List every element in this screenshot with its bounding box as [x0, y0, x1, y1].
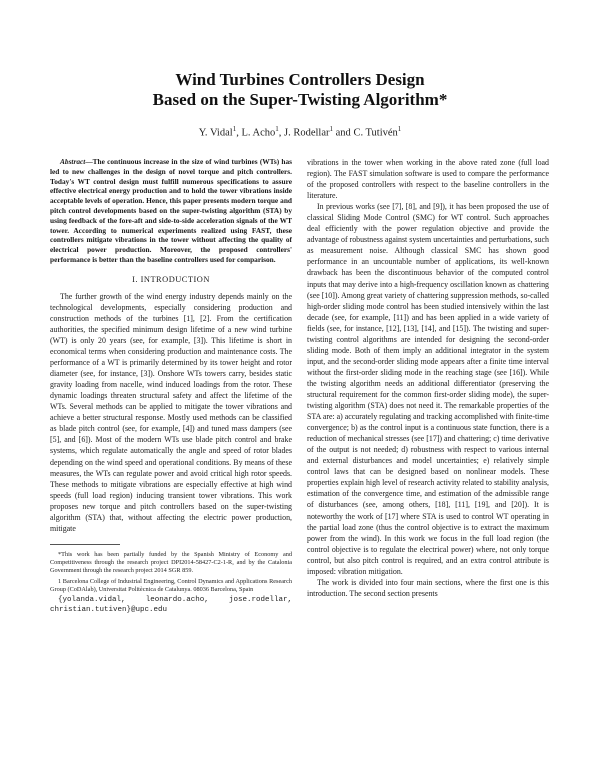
author-separator: and — [333, 127, 354, 139]
right-column — [307, 157, 549, 599]
author-affiliation-mark: 1 — [275, 125, 279, 133]
author-name: Y. Vidal — [198, 127, 233, 139]
footnote-funding: *This work has been partially funded by the Spanish Ministry of Economy and Competitiveness through the research project DPI2014-58427-C2-1-R, and by the Catalonia Government through the research project 2014 SGR 859. — [50, 550, 292, 575]
author-affiliation-mark: 1 — [232, 125, 237, 133]
author-affiliation-mark: 1 — [397, 125, 402, 133]
title-line-2: Based on the Super-Twisting Algorithm* — [152, 90, 448, 109]
author-separator: , — [236, 127, 242, 139]
author-affiliation-mark: 1 — [329, 125, 334, 133]
title-line-1: Wind Turbines Controllers Design — [175, 70, 425, 89]
footnote-affiliation: 1 Barcelona College of Industrial Engineering, Control Dynamics and Applications Research Group (CoDAlab), Universitat Politècnica de Catalunya. 08036 Barcelona, Spain — [50, 577, 292, 594]
abstract — [50, 157, 292, 265]
body-paragraph: In previous works (see [7], [8], and [9]), it has been proposed the use of classical Sliding Mode Control (SMC) for WT control. Such approaches deal efficiently with the power regulation objective and provide the advantage of robustness against system uncertainties and perturbations, such as measurement noise. Although classical SMC has shown good performance in an uncountable number of applications, its well-known drawback has been the discontinuous behavior of the computed control inputs that may derive into a high-frequency oscillation known as chattering (see [10]). Among great variety of chattering suppression methods, so-called high-order sliding mode control has been studied intensively within the last decade (see, for example, [11]) and has been applied in a wide variety of fields (see, for instance, [12], [13], [14], and [15]). The twisting and super-twisting control algorithms are intended for designing the second-order sliding mode. Both of them imply an additional integrator in the system input, and the second-order sliding mode appears after a finite time interval without the first-order sliding mode in the reaching stage (see [16]). While the twisting algorithm needs an additional differentiator (preserving the structural requirement for the common first-order sliding mode), the super-twisting algorithm (STA) does not need it. The remarkable properties of the STA are: a) accurately regulating and tracking accomplished with finite-time convergence; b) as the control input is a continuous state function, there is a reduction of mechanical stresses (see [17]) and chattering; c) time derivative of the output is not needed; d) robustness with respect to various internal and external disturbances and model uncertainties; e) relatively simple control laws that can be designed based on nonlinear models. These properties explain high level of research activity related to stability analysis, estimation of the convergence time, and estimation of the admissible range of disturbances (see, among others, [18], [11], [19], and [20]). It is noteworthy the work of [17] where STA is used to control WT operating in the partial load zone (thus the control objective is to extract the maximum power from the wind). In this work we focus in the full load region (the control objective is to regulate the electrical power) where, not only torque control, but also pitch control is required, and an extra control attribute is imposed: vibration mitigation. — [307, 202, 549, 576]
body-paragraph: The work is divided into four main sections, where the first one is this introduction. The second section presents — [307, 577, 549, 598]
section-heading-introduction: I. INTRODUCTION — [132, 274, 210, 284]
footnotes — [50, 551, 292, 615]
footnote-divider — [50, 544, 120, 545]
paper-title — [0, 70, 600, 110]
author-name: C. Tutivén — [353, 127, 398, 139]
author-list — [0, 125, 600, 139]
footnote-emails: {yolanda.vidal, leonardo.acho, jose.rodellar, christian.tutiven}@upc.edu — [50, 596, 292, 614]
author-separator: , — [278, 127, 285, 139]
abstract-label: Abstract — [60, 157, 86, 166]
left-column — [50, 157, 292, 617]
body-paragraph: The further growth of the wind energy industry depends mainly on the technological developments, especially considering production and construction methods of the turbines [1], [2]. From the certification authorities, the specified minimum design lifetime of a new wind turbine (WT) is only 20 years (see, for example, [3]). This lifetime is short in economical terms when considering production and maintenance costs. The performance of a WT is primarily determined by its tower height and rotor diameter (see, for instance, [3]). Onshore WTs towers carry, besides static gravity loading from nacelle, wind induced loadings from the rotor. These dynamic loadings threaten structural safety and affect the lifetime of the WTs. Several methods can be applied to mitigate the tower vibrations and achieve a better structural response. Mostly used methods can be classified as blade pitch control (see, for example, [4]) and tuned mass dampers (see [5], and [6]). Most of the modern WTs use blade pitch control and brake systems, which regulate automatically the angle and speed of rotor blades depending on the wind speed and operational conditions. By means of these measures, the WTs can regulate power and avoid critical high rotor speeds. These methods to mitigate vibrations are especially effective at high wind speeds (full load region) inducing transient tower vibrations. This work proposes new torque and pitch controllers based on the super-twisting algorithm (STA) that, without affecting the electric power production, mitigate — [50, 291, 292, 533]
author-name: J. Rodellar — [284, 127, 330, 139]
abstract-text: —The continuous increase in the size of wind turbines (WTs) has led to new challenges in the design of novel torque and pitch controllers. Today's WT control design must fulfill numerous specifications to assure effective electrical energy production and to hold the tower vibrations inside acceptable levels of operation. Hence, this paper presents modern torque and pitch control developments based on the super-twisting algorithm (STA) by using feedback of the fore-aft and side-to-side acceleration signals of the WT tower. According to numerical experiments realized using FAST, these controllers mitigate vibrations in the tower without affecting the quality of electrical power production. Moreover, the proposed controllers' performance is better than the baseline controllers used for comparison. — [50, 157, 292, 264]
author-name: L. Acho — [241, 127, 276, 139]
body-paragraph: vibrations in the tower when working in the above rated zone (full load region). The FAST simulation software is used to compare the performance of the proposed controllers with respect to the baseline controllers in the literature. — [307, 158, 549, 201]
